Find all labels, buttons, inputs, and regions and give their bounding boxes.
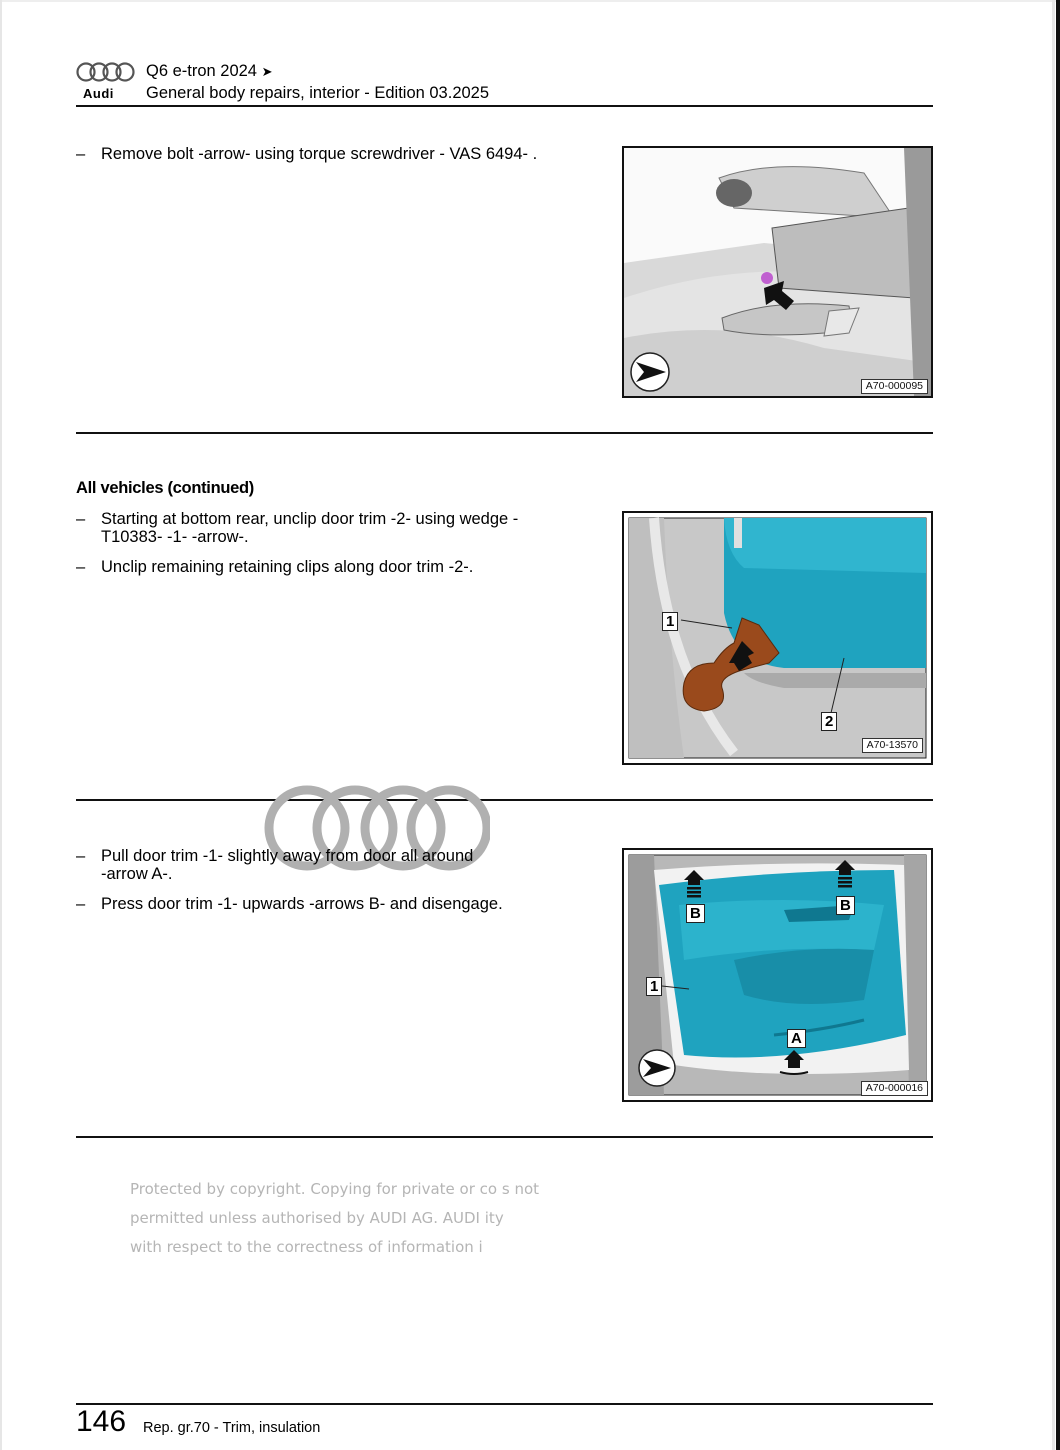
watermark-text: with respect to the correctness of information i [130, 1238, 483, 1256]
watermark-row [130, 1209, 930, 1227]
figure-code: A70-000095 [861, 379, 928, 394]
bolt-marker [761, 272, 773, 284]
step-text-line: Pull door trim -1- slightly away from door all around [101, 847, 474, 865]
callout-label: B [836, 896, 855, 915]
illustration-door-wedge [624, 513, 931, 763]
scrollbar-edge [1056, 0, 1060, 1450]
footer-divider [76, 1403, 933, 1405]
chapter-title: Rep. gr.70 - Trim, insulation [143, 1420, 321, 1436]
watermark [130, 1180, 930, 1267]
watermark-text: Protected by copyright. Copying for private or co [130, 1180, 498, 1198]
section-divider [76, 432, 933, 434]
callout-label: 1 [646, 977, 662, 996]
watermark-text: ity [484, 1209, 504, 1227]
title-arrow-icon[interactable]: ➤ [261, 64, 273, 79]
step-bullet: – [76, 558, 86, 576]
document-title [146, 62, 273, 81]
illustration-door-handle [624, 148, 931, 396]
illustration-door-trim [624, 850, 931, 1100]
section-heading: All vehicles (continued) [76, 479, 254, 497]
step-bullet: – [76, 510, 86, 528]
callout-label: 2 [821, 712, 837, 731]
step-text-line: -arrow A-. [101, 865, 173, 883]
step-text: Remove bolt -arrow- using torque screwdriver - VAS 6494- . [101, 145, 538, 163]
step-bullet: – [76, 847, 86, 865]
watermark-text: permitted unless authorised by AUDI AG. AUDI [130, 1209, 480, 1227]
step-text: Press door trim -1- upwards -arrows B- and disengage. [101, 895, 503, 913]
callout-label: B [686, 904, 705, 923]
figure-code: A70-13570 [862, 738, 923, 753]
watermark-row [130, 1180, 930, 1198]
page-edge [0, 0, 1060, 2]
page-edge [1052, 0, 1055, 1450]
figure-bolt-removal [622, 146, 933, 398]
brand-wordmark: Audi [83, 86, 114, 101]
callout-label: 1 [662, 612, 678, 631]
section-divider [76, 1136, 933, 1138]
callout-label: A [787, 1029, 806, 1048]
page-edge [0, 0, 2, 1450]
figure-code: A70-000016 [861, 1081, 928, 1096]
step-text-line: Starting at bottom rear, unclip door trim -2- using wedge - [101, 510, 519, 528]
step-bullet: – [76, 145, 86, 163]
step-text-line: T10383- -1- -arrow-. [101, 528, 249, 546]
step-bullet: – [76, 895, 86, 913]
header-divider [76, 105, 933, 107]
document-subtitle: General body repairs, interior - Edition 03.2025 [146, 84, 490, 102]
title-text: Q6 e-tron 2024 [146, 62, 257, 80]
step-text: Unclip remaining retaining clips along door trim -2-. [101, 558, 474, 576]
section-divider [76, 799, 933, 801]
watermark-text: s not [501, 1180, 540, 1198]
figure-wedge-unclip [622, 511, 933, 765]
page-number: 146 [76, 1405, 127, 1438]
figure-door-trim-removal [622, 848, 933, 1102]
